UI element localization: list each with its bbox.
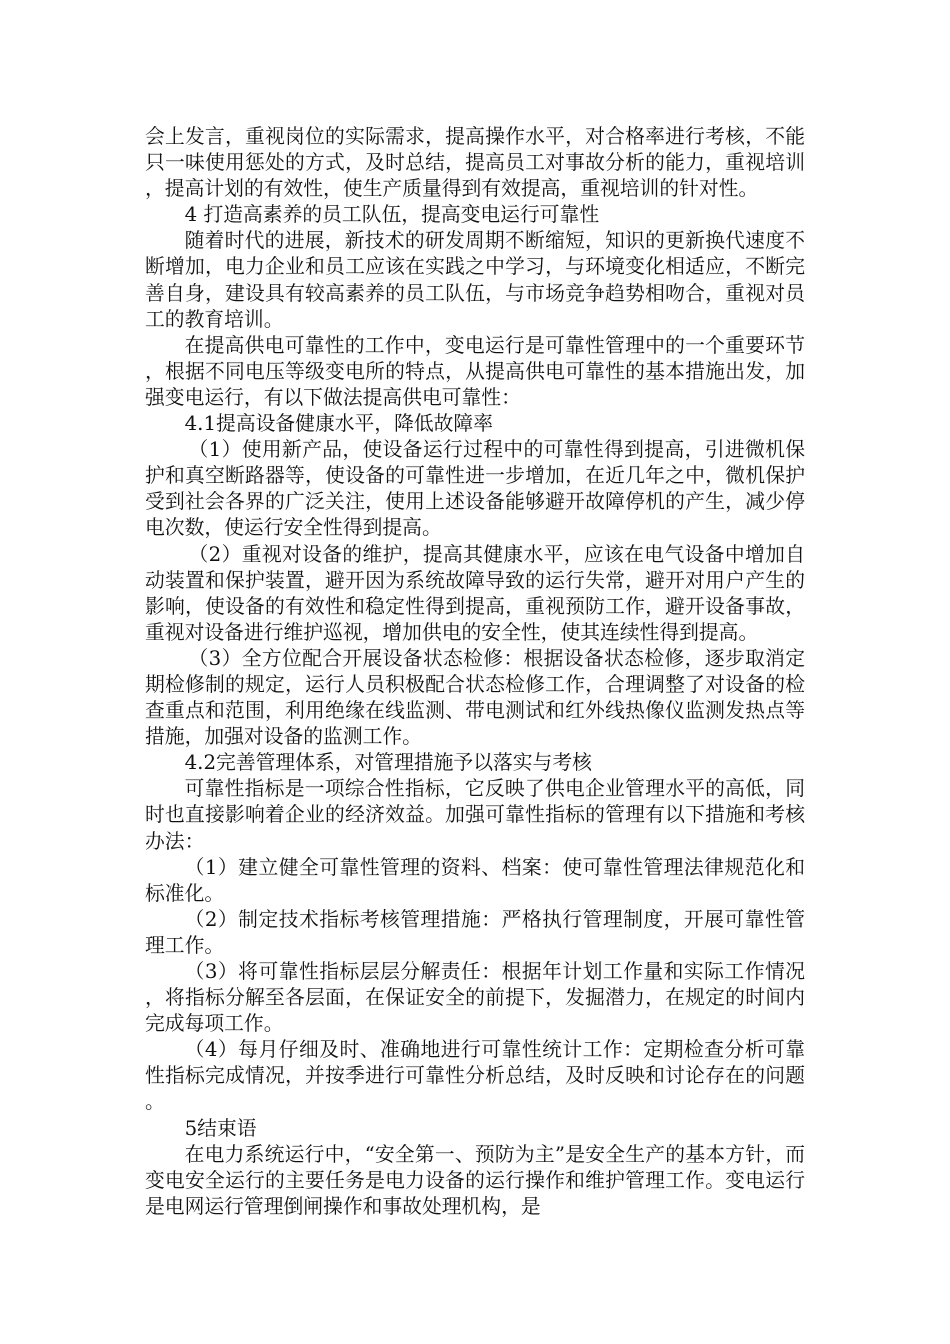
paragraph-training-continuation: 会上发言，重视岗位的实际需求，提高操作水平，对合格率进行考核，不能只一味使用惩处的方式，及时总结，提高员工对事故分析的能力，重视培训，提高计划的有效性，使生产质量得到有效提高，重视培训的针对性。 (145, 125, 805, 201)
paragraph-conclusion: 在电力系统运行中，“安全第一、预防为主”是安全生产的基本方针，而变电安全运行的主要任务是电力设备的运行操作和维护管理工作。变电运行是电网运行管理倒闸操作和事故处理机构，是 (145, 1142, 805, 1218)
subsection-heading-4-2: 4.2完善管理体系，对管理措施予以落实与考核 (184, 751, 592, 775)
list-item-4-1-1: （1）使用新产品，使设备运行过程中的可靠性得到提高，引进微机保护和真空断路器等，使设备的可靠性进一步增加，在近几年之中，微机保护受到社会各界的广泛关注，使用上述设备能够避开故障停机的产生，减少停电次数，使运行安全性得到提高。 (145, 438, 805, 540)
section-heading-4: 4 打造高素养的员工队伍，提高变电运行可靠性 (184, 203, 600, 227)
list-item-4-2-4: （4）每月仔细及时、准确地进行可靠性统计工作：定期检查分析可靠性指标完成情况，并按季进行可靠性分析总结，及时反映和讨论存在的问题。 (145, 1038, 805, 1114)
subsection-heading-4-1: 4.1提高设备健康水平，降低故障率 (184, 412, 493, 436)
list-item-4-1-2: （2）重视对设备的维护，提高其健康水平，应该在电气设备中增加自动装置和保护装置，避开因为系统故障导致的运行失常，避开对用户产生的影响，使设备的有效性和稳定性得到提高，重视预防工作，避开设备事故，重视对设备进行维护巡视，增加供电的安全性，使其连续性得到提高。 (145, 542, 805, 644)
list-item-4-1-3: （3）全方位配合开展设备状态检修：根据设备状态检修，逐步取消定期检修制的规定，运行人员积极配合状态检修工作，合理调整了对设备的检查重点和范围，利用绝缘在线监测、带电测试和红外线热像仪监测发热点等措施，加强对设备的监测工作。 (145, 646, 805, 749)
section-heading-5: 5结束语 (184, 1116, 257, 1140)
paragraph-staff-quality: 随着时代的进展，新技术的研发周期不断缩短，知识的更新换代速度不断增加，电力企业和员工应该在实践之中学习，与环境变化相适应，不断完善自身，建设具有较高素养的员工队伍，与市场竞争趋势相吻合，重视对员工的教育培训。 (145, 229, 805, 331)
list-item-4-2-2: （2）制定技术指标考核管理措施：严格执行管理制度，开展可靠性管理工作。 (145, 907, 805, 957)
paragraph-reliability-work: 在提高供电可靠性的工作中，变电运行是可靠性管理中的一个重要环节，根据不同电压等级变电所的特点，从提高供电可靠性的基本措施出发，加强变电运行，有以下做法提高供电可靠性： (145, 333, 805, 409)
list-item-4-2-3: （3）将可靠性指标层层分解责任：根据年计划工作量和实际工作情况，将指标分解至各层面，在保证安全的前提下，发掘潜力，在规定的时间内完成每项工作。 (145, 960, 805, 1036)
paragraph-reliability-index: 可靠性指标是一项综合性指标，它反映了供电企业管理水平的高低，同时也直接影响着企业的经济效益。加强可靠性指标的管理有以下措施和考核办法： (145, 777, 805, 853)
document-body (145, 124, 805, 1220)
list-item-4-2-1: （1）建立健全可靠性管理的资料、档案：使可靠性管理法律规范化和标准化。 (145, 855, 805, 905)
